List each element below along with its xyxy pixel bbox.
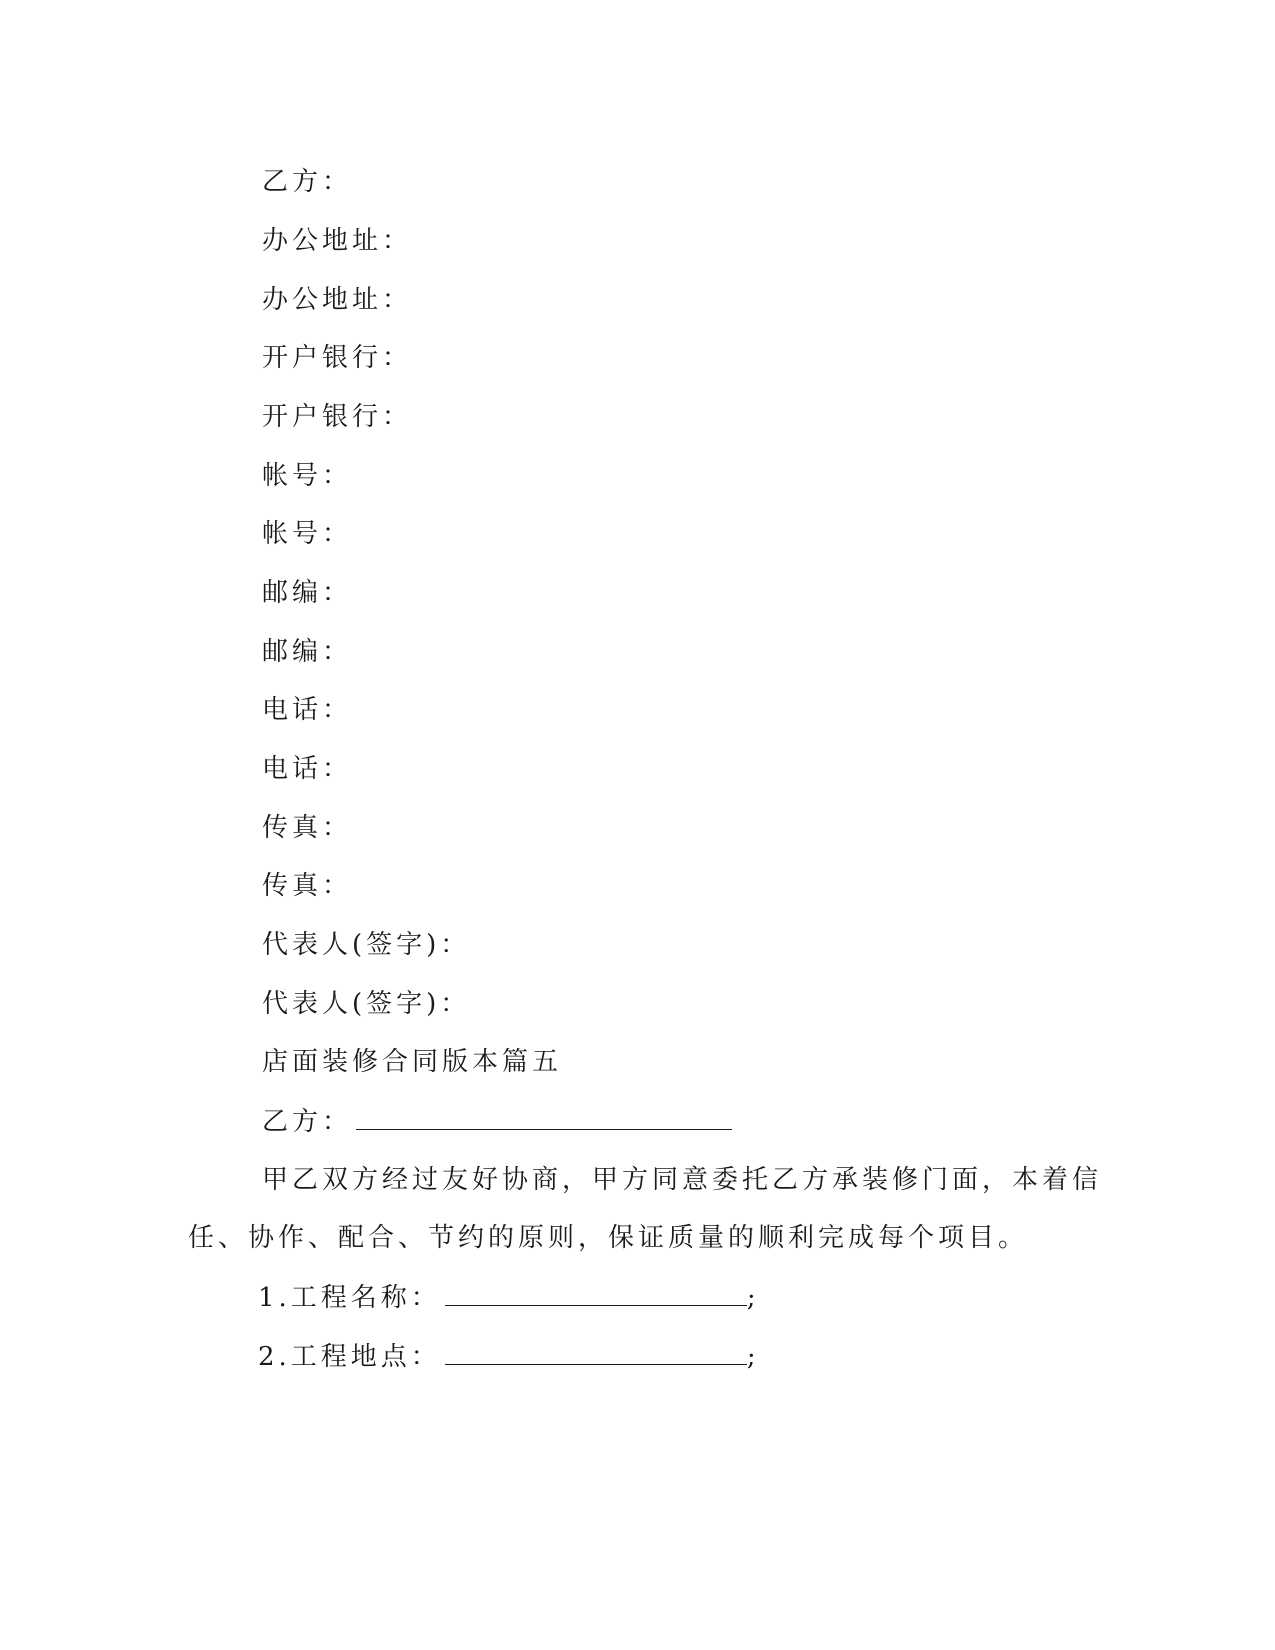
- item-project-name-label: 1.工程名称：: [258, 1283, 441, 1313]
- item-suffix: ;: [746, 1342, 760, 1372]
- phone-label: 电话：: [262, 695, 353, 725]
- account-label: 帐号：: [262, 461, 353, 491]
- item-suffix: ;: [746, 1283, 760, 1313]
- representative-label: 代表人(签字)：: [262, 989, 471, 1019]
- fax-label: 传真：: [262, 813, 353, 843]
- party-b-fill-label: 乙方：: [262, 1107, 353, 1137]
- item-project-name: [258, 1281, 760, 1314]
- representative-label: 代表人(签字)：: [262, 930, 471, 960]
- postcode-label: 邮编：: [262, 578, 353, 608]
- party-b-label: 乙方：: [262, 167, 353, 197]
- item-project-location: [258, 1340, 760, 1373]
- office-address-label: 办公地址：: [262, 226, 413, 256]
- account-label: 帐号：: [262, 519, 353, 549]
- phone-label: 电话：: [262, 754, 353, 784]
- bank-label: 开户银行：: [262, 402, 413, 432]
- project-name-blank[interactable]: [445, 1281, 747, 1306]
- project-location-blank[interactable]: [445, 1340, 747, 1365]
- paragraph-line-2: 任、协作、配合、节约的原则，保证质量的顺利完成每个项目。: [188, 1223, 1029, 1253]
- postcode-label: 邮编：: [262, 637, 353, 667]
- fax-label: 传真：: [262, 871, 353, 901]
- section-heading: 店面装修合同版本篇五: [262, 1047, 563, 1077]
- bank-label: 开户银行：: [262, 343, 413, 373]
- item-project-location-label: 2.工程地点：: [258, 1342, 441, 1372]
- party-b-blank[interactable]: [356, 1105, 732, 1130]
- party-b-fill-line: [262, 1105, 732, 1138]
- office-address-label: 办公地址：: [262, 285, 413, 315]
- paragraph-line-1: 甲乙双方经过友好协商，甲方同意委托乙方承装修门面，本着信: [262, 1165, 1103, 1195]
